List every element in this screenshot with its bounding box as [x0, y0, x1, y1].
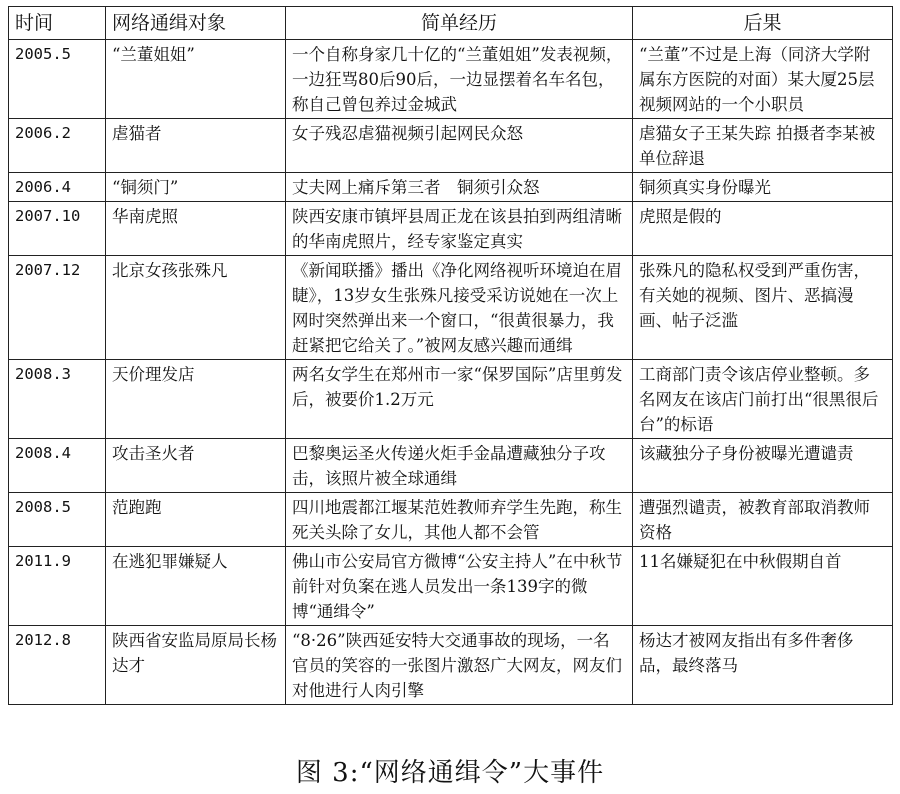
table-row — [9, 202, 893, 256]
date-cell: 2012.8 — [9, 626, 106, 705]
target-cell: 华南虎照 — [106, 202, 286, 256]
events-table-container — [8, 6, 892, 705]
date-cell: 2008.4 — [9, 439, 106, 493]
date-cell: 2006.4 — [9, 173, 106, 202]
table-row — [9, 40, 893, 119]
table-header-row — [9, 7, 893, 40]
date-cell: 2007.12 — [9, 256, 106, 360]
header-target: 网络通缉对象 — [106, 7, 286, 40]
consequence-cell: 杨达才被网友指出有多件奢侈品，最终落马 — [633, 626, 893, 705]
consequence-cell: 虐猫女子王某失踪 拍摄者李某被单位辞退 — [633, 119, 893, 173]
experience-cell: 女子残忍虐猫视频引起网民众怒 — [286, 119, 633, 173]
consequence-cell: 张殊凡的隐私权受到严重伤害，有关她的视频、图片、恶搞漫画、帖子泛滥 — [633, 256, 893, 360]
table-row — [9, 119, 893, 173]
header-consequence: 后果 — [633, 7, 893, 40]
target-cell: 虐猫者 — [106, 119, 286, 173]
table-row — [9, 626, 893, 705]
target-cell: 陕西省安监局原局长杨达才 — [106, 626, 286, 705]
table-row — [9, 360, 893, 439]
consequence-cell: 遭强烈谴责，被教育部取消教师资格 — [633, 493, 893, 547]
consequence-cell: “兰董”不过是上海（同济大学附属东方医院的对面）某大厦25层视频网站的一个小职员 — [633, 40, 893, 119]
experience-cell: 丈夫网上痛斥第三者 铜须引众怒 — [286, 173, 633, 202]
target-cell: “铜须门” — [106, 173, 286, 202]
experience-cell: 陕西安康市镇坪县周正龙在该县拍到两组清晰的华南虎照片，经专家鉴定真实 — [286, 202, 633, 256]
date-cell: 2006.2 — [9, 119, 106, 173]
experience-cell: “8·26”陕西延安特大交通事故的现场，一名官员的笑容的一张图片激怒广大网友，网友们对他进行人肉引擎 — [286, 626, 633, 705]
table-row — [9, 547, 893, 626]
target-cell: 在逃犯罪嫌疑人 — [106, 547, 286, 626]
consequence-cell: 11名嫌疑犯在中秋假期自首 — [633, 547, 893, 626]
table-row — [9, 439, 893, 493]
table-row — [9, 493, 893, 547]
target-cell: 天价理发店 — [106, 360, 286, 439]
target-cell: 范跑跑 — [106, 493, 286, 547]
figure-caption: 图 3:“网络通缉令”大事件 — [295, 758, 605, 788]
date-cell: 2005.5 — [9, 40, 106, 119]
date-cell: 2007.10 — [9, 202, 106, 256]
date-cell: 2008.5 — [9, 493, 106, 547]
events-table — [8, 6, 893, 705]
target-cell: 北京女孩张殊凡 — [106, 256, 286, 360]
experience-cell: 两名女学生在郑州市一家“保罗国际”店里剪发后，被要价1.2万元 — [286, 360, 633, 439]
table-row — [9, 173, 893, 202]
consequence-cell: 工商部门责令该店停业整顿。多名网友在该店门前打出“很黑很后台”的标语 — [633, 360, 893, 439]
table-row — [9, 256, 893, 360]
experience-cell: 四川地震都江堰某范姓教师弃学生先跑，称生死关头除了女儿，其他人都不会管 — [286, 493, 633, 547]
header-time: 时间 — [9, 7, 106, 40]
experience-cell: 佛山市公安局官方微博“公安主持人”在中秋节前针对负案在逃人员发出一条139字的微博“通缉令” — [286, 547, 633, 626]
experience-cell: 一个自称身家几十亿的“兰董姐姐”发表视频，一边狂骂80后90后，一边显摆着名车名包，称自己曾包养过金城武 — [286, 40, 633, 119]
date-cell: 2008.3 — [9, 360, 106, 439]
header-experience: 简单经历 — [286, 7, 633, 40]
target-cell: “兰董姐姐” — [106, 40, 286, 119]
experience-cell: 巴黎奥运圣火传递火炬手金晶遭藏独分子攻击，该照片被全球通缉 — [286, 439, 633, 493]
consequence-cell: 虎照是假的 — [633, 202, 893, 256]
experience-cell: 《新闻联播》播出《净化网络视听环境迫在眉睫》，13岁女生张殊凡接受采访说她在一次上网时突然弹出来一个窗口，“很黄很暴力，我赶紧把它给关了。”被网友感兴趣而通缉 — [286, 256, 633, 360]
date-cell: 2011.9 — [9, 547, 106, 626]
target-cell: 攻击圣火者 — [106, 439, 286, 493]
consequence-cell: 铜须真实身份曝光 — [633, 173, 893, 202]
consequence-cell: 该藏独分子身份被曝光遭谴责 — [633, 439, 893, 493]
